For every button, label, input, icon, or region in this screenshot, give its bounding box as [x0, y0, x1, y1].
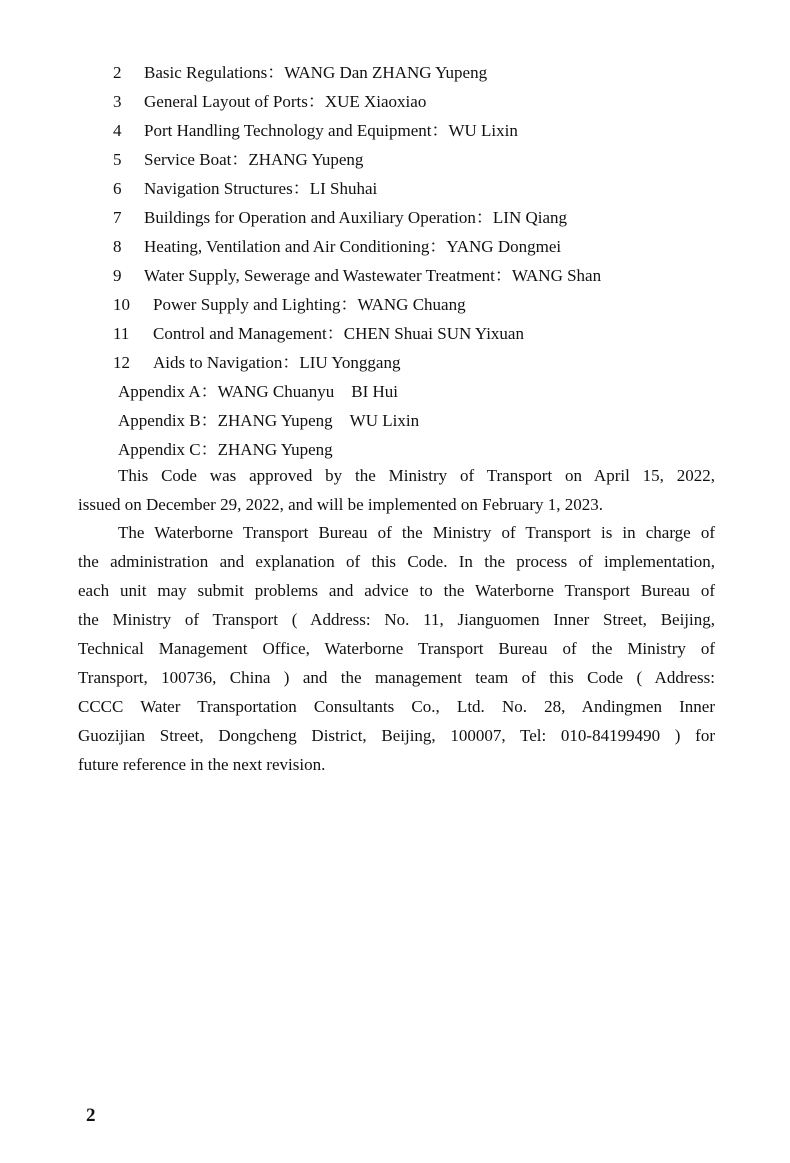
administration-paragraph: [78, 518, 715, 779]
chapter-number: 6: [113, 179, 122, 198]
appendix-drafters: Appendix B：ZHANG Yupeng WU Lixin: [118, 411, 420, 430]
drafter-item: [113, 319, 733, 348]
drafter-item: [113, 290, 733, 319]
chapter-drafters: Service Boat：ZHANG Yupeng: [144, 150, 364, 169]
paragraph-line: Technical Management Office, Waterborne Transport Bureau of the Ministry of: [78, 639, 715, 658]
chapter-drafters: Water Supply, Sewerage and Wastewater Treatment：WANG Shan: [144, 266, 602, 285]
chapter-number: 8: [113, 237, 122, 256]
drafter-item: [113, 174, 733, 203]
paragraph-line: Transport, 100736, China ) and the management team of this Code ( Address:: [78, 668, 715, 687]
drafter-item: [113, 116, 733, 145]
appendix-drafters: Appendix C：ZHANG Yupeng: [118, 440, 333, 459]
chapter-number: 3: [113, 92, 122, 111]
chapter-drafters: Navigation Structures：LI Shuhai: [144, 179, 378, 198]
paragraph-line: The Waterborne Transport Bureau of the Ministry of Transport is in charge of: [118, 523, 715, 542]
chapter-drafters: General Layout of Ports：XUE Xiaoxiao: [144, 92, 427, 111]
paragraph-line: This Code was approved by the Ministry of Transport on April 15, 2022,: [118, 466, 715, 485]
drafters-list: [113, 58, 733, 464]
drafter-item: [113, 232, 733, 261]
chapter-drafters: Power Supply and Lighting：WANG Chuang: [153, 295, 466, 314]
drafter-item: [113, 87, 733, 116]
chapter-drafters: Port Handling Technology and Equipment：WU Lixin: [144, 121, 518, 140]
chapter-drafters: Aids to Navigation：LIU Yonggang: [153, 353, 401, 372]
chapter-number: 12: [113, 353, 130, 372]
page-number: 2: [86, 1105, 96, 1126]
chapter-drafters: Buildings for Operation and Auxiliary Operation：LIN Qiang: [144, 208, 568, 227]
approval-paragraph: [78, 461, 715, 519]
chapter-number: 11: [113, 324, 130, 343]
chapter-number: 10: [113, 295, 130, 314]
drafter-item: [113, 348, 733, 377]
paragraph-line: each unit may submit problems and advice to the Waterborne Transport Bureau of: [78, 581, 715, 600]
chapter-number: 7: [113, 208, 122, 227]
paragraph-line: CCCC Water Transportation Consultants Co., Ltd. No. 28, Andingmen Inner: [78, 697, 715, 716]
drafter-item: [113, 145, 733, 174]
chapter-number: 4: [113, 121, 122, 140]
paragraph-line: issued on December 29, 2022, and will be implemented on February 1, 2023.: [78, 495, 603, 514]
paragraph-line: future reference in the next revision.: [78, 755, 326, 774]
drafter-item: [113, 58, 733, 87]
drafter-item: [113, 261, 733, 290]
paragraph-line: the administration and explanation of this Code. In the process of implementation,: [78, 552, 715, 571]
chapter-number: 2: [113, 63, 122, 82]
chapter-drafters: Heating, Ventilation and Air Conditioning：YANG Dongmei: [144, 237, 562, 256]
chapter-number: 9: [113, 266, 122, 285]
drafter-item: [113, 203, 733, 232]
chapter-drafters: Basic Regulations：WANG Dan ZHANG Yupeng: [144, 63, 488, 82]
chapter-number: 5: [113, 150, 122, 169]
paragraph-line: the Ministry of Transport ( Address: No. 11, Jianguomen Inner Street, Beijing,: [78, 610, 715, 629]
appendix-drafters: Appendix A：WANG Chuanyu BI Hui: [118, 382, 399, 401]
chapter-drafters: Control and Management：CHEN Shuai SUN Yixuan: [153, 324, 524, 343]
paragraph-line: Guozijian Street, Dongcheng District, Beijing, 100007, Tel: 010-84199490 ) for: [78, 726, 715, 745]
